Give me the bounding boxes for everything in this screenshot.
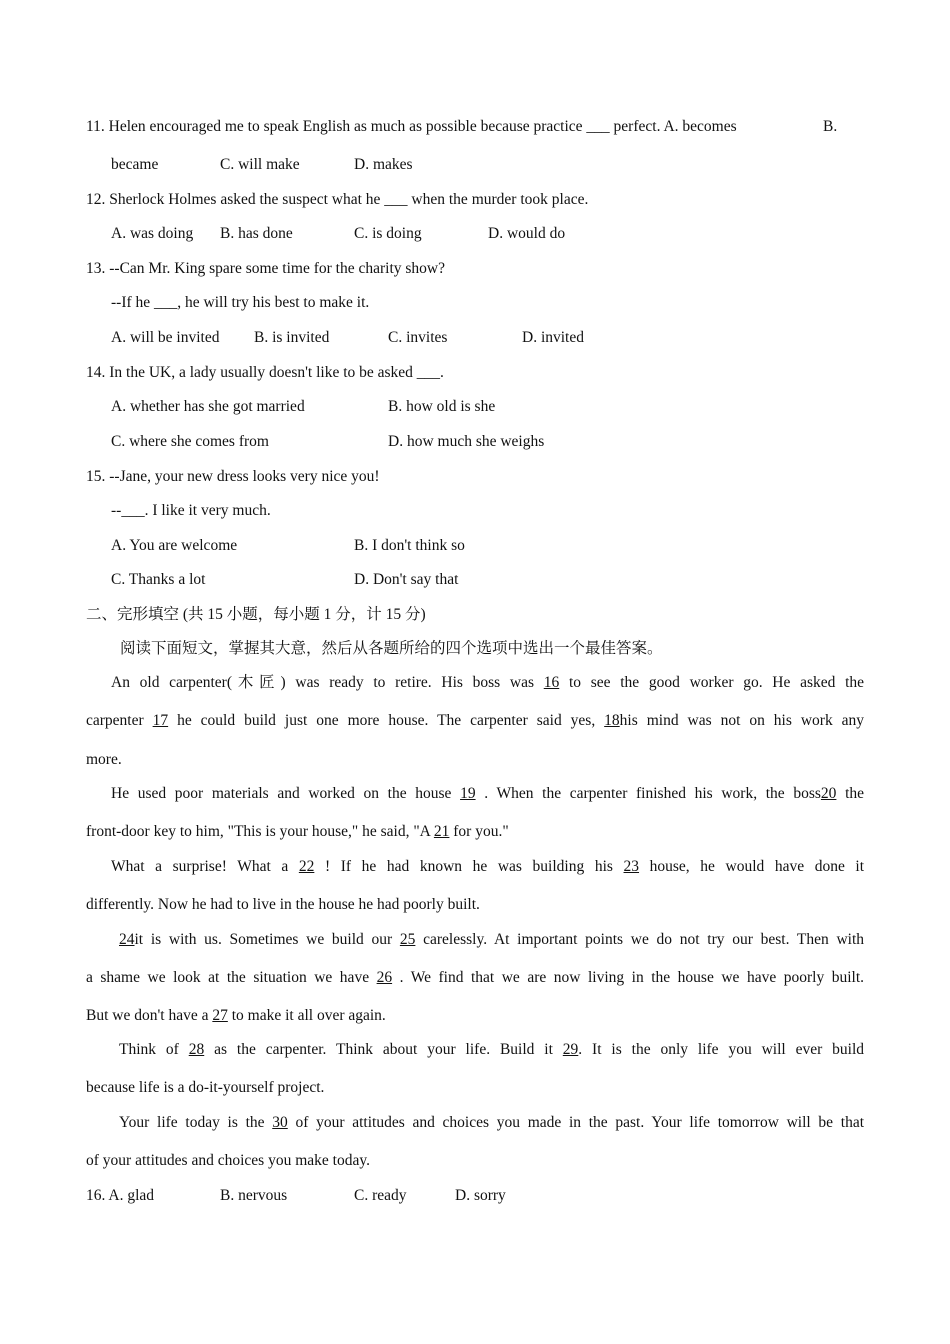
q15-stem: 15. --Jane, your new dress looks very nice you! <box>86 468 380 485</box>
q13-stem: 13. --Can Mr. King spare some time for the charity show? <box>86 260 445 277</box>
passage-p1-line3: more. <box>86 751 122 768</box>
q11-option-c: C. will make <box>220 156 300 173</box>
blank-28: 28 <box>188 1041 205 1058</box>
q13-option-a: A. will be invited <box>111 329 220 346</box>
q12-option-a: A. was doing <box>111 225 194 242</box>
passage-p1-line2: carpenter 17 he could build just one more house. The carpenter said yes, 18his mind was not on his work any <box>86 712 865 729</box>
q16-option-b: B. nervous <box>220 1187 288 1204</box>
q11-option-b: became <box>111 156 159 173</box>
q14-option-d: D. how much she weighs <box>388 433 545 450</box>
passage-p4-line2: a shame we look at the situation we have 26 . We find that we are now living in the house we have poorly built. <box>86 969 864 986</box>
q14-stem: 14. In the UK, a lady usually doesn't like to be asked ___. <box>86 364 444 381</box>
q11-stem: 11. Helen encouraged me to speak English as much as possible because practice ___ perfect. A. becomes <box>86 118 737 135</box>
q13-line2: --If he ___, he will try his best to make it. <box>111 294 370 311</box>
blank-27: 27 <box>212 1007 228 1024</box>
q15-option-c: C. Thanks a lot <box>111 571 206 588</box>
q12-stem: 12. Sherlock Holmes asked the suspect what he ___ when the murder took place. <box>86 191 589 208</box>
section-heading: 二、完形填空 (共 15 小题，每小题 1 分，计 15 分) <box>86 606 426 623</box>
blank-29: 29 <box>562 1041 579 1058</box>
section-instruction: 阅读下面短文，掌握其大意，然后从各题所给的四个选项中选出一个最佳答案。 <box>120 640 663 657</box>
q15-option-b: B. I don't think so <box>354 537 465 554</box>
passage-p2-line1: He used poor materials and worked on the house 19 . When the carpenter finished his work, the boss20 the <box>111 785 864 802</box>
passage-p1-line1: An old carpenter(木匠) was ready to retire. His boss was 16 to see the good worker go. He asked the <box>111 674 865 691</box>
q13-option-b: B. is invited <box>254 329 330 346</box>
q12-option-d: D. would do <box>488 225 566 242</box>
blank-21: 21 <box>433 823 450 840</box>
blank-18: 18 <box>604 712 620 729</box>
q16-option-a: 16. A. glad <box>86 1187 155 1204</box>
blank-24: 24 <box>119 931 135 948</box>
q11-option-d: D. makes <box>354 156 413 173</box>
blank-16: 16 <box>543 674 560 691</box>
blank-25: 25 <box>399 931 416 948</box>
q11-option-b-label: B. <box>823 118 838 135</box>
blank-26: 26 <box>376 969 393 986</box>
q12-option-b: B. has done <box>220 225 293 242</box>
q16-option-c: C. ready <box>354 1187 407 1204</box>
passage-p4-line3: But we don't have a 27 to make it all over again. <box>86 1007 386 1024</box>
q14-option-a: A. whether has she got married <box>111 398 305 415</box>
q12-option-c: C. is doing <box>354 225 422 242</box>
q13-option-d: D. invited <box>522 329 584 346</box>
q16-option-d: D. sorry <box>455 1187 506 1204</box>
passage-p5-line2: because life is a do-it-yourself project. <box>86 1079 325 1096</box>
passage-p3-line2: differently. Now he had to live in the house he had poorly built. <box>86 896 480 913</box>
blank-23: 23 <box>623 858 640 875</box>
blank-19: 19 <box>460 785 476 802</box>
q15-option-a: A. You are welcome <box>111 537 238 554</box>
passage-p6-line1: Your life today is the 30 of your attitudes and choices you made in the past. Your life tomorrow will be that <box>119 1114 865 1131</box>
q13-option-c: C. invites <box>388 329 448 346</box>
passage-p6-line2: of your attitudes and choices you make today. <box>86 1152 370 1169</box>
passage-p3-line1: What a surprise! What a 22 ! If he had known he was building his 23 house, he would have done it <box>111 858 865 875</box>
q15-line2: --___. I like it very much. <box>111 502 271 519</box>
blank-22: 22 <box>298 858 315 875</box>
q14-option-c: C. where she comes from <box>111 433 269 450</box>
passage-p4-line1: 24it is with us. Sometimes we build our 25 carelessly. At important points we do not try our best. Then with <box>119 931 864 948</box>
passage-p5-line1: Think of 28 as the carpenter. Think about your life. Build it 29. It is the only life you will ever build <box>119 1041 865 1058</box>
q15-option-d: D. Don't say that <box>354 571 459 588</box>
blank-20: 20 <box>820 785 837 802</box>
q14-option-b: B. how old is she <box>388 398 496 415</box>
blank-17: 17 <box>152 712 169 729</box>
blank-30: 30 <box>272 1114 288 1131</box>
passage-p2-line2: front-door key to him, "This is your house," he said, "A 21 for you." <box>86 823 509 840</box>
